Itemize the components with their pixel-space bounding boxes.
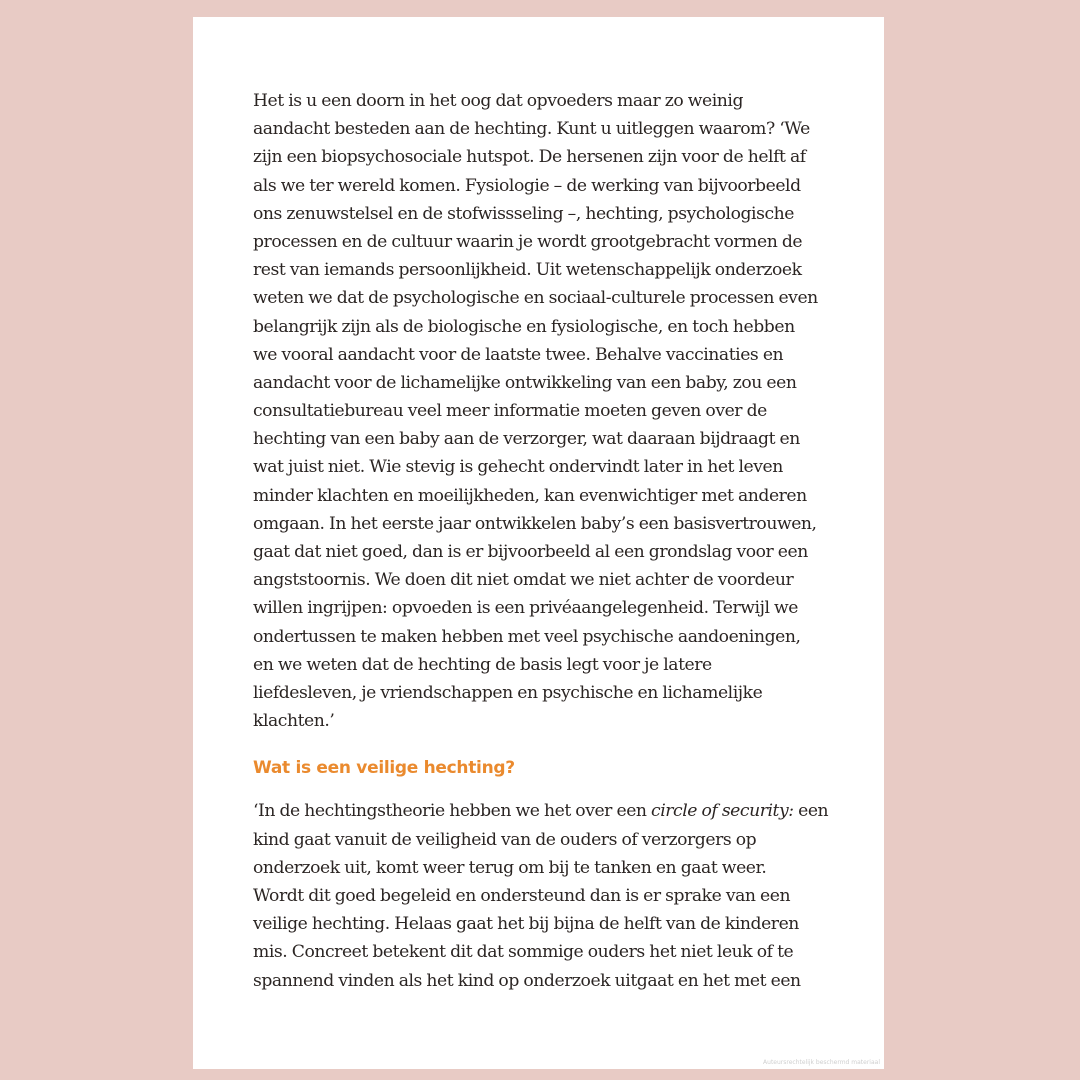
text-line: hechting van een baby aan de verzorger, wat daaraan bijdraagt en <box>253 429 800 450</box>
text-line: rest van iemands persoonlijkheid. Uit wetenschappelijk onderzoek <box>253 260 802 281</box>
text-line: processen en de cultuur waarin je wordt grootgebracht vormen de <box>253 231 803 252</box>
text-line: minder klachten en moeilijkheden, kan evenwichtiger met anderen <box>253 485 807 506</box>
text-line: en we weten dat de hechting de basis legt voor je latere <box>253 654 712 675</box>
text-line: weten we dat de psychologische en sociaal-culturele processen even <box>253 288 818 309</box>
text-line: liefdesleven, je vriendschappen en psychische en lichamelijke <box>253 682 763 703</box>
text-line: aandacht besteden aan de hechting. Kunt u uitleggen waarom? ‘We <box>253 119 810 140</box>
text-line: belangrijk zijn als de biologische en fysiologische, en toch hebben <box>253 316 795 337</box>
paragraph-secure-attachment <box>253 797 833 994</box>
text-line: ondertussen te maken hebben met veel psychische aandoeningen, <box>253 626 801 647</box>
text-line: angststoornis. We doen dit niet omdat we niet achter de voordeur <box>253 570 794 591</box>
text-line: zijn een biopsychosociale hutspot. De hersenen zijn voor de helft af <box>253 147 806 168</box>
text-line: willen ingrijpen: opvoeden is een privéaangelegenheid. Terwijl we <box>253 598 799 619</box>
emphasized-term: circle of security: <box>651 801 794 822</box>
page-content <box>253 87 833 995</box>
text-line: omgaan. In het eerste jaar ontwikkelen baby’s een basisvertrouwen, <box>253 513 817 534</box>
paragraph-interview <box>253 87 833 735</box>
section-heading: Wat is een veilige hechting? <box>253 758 515 779</box>
text-line: ons zenuwstelsel en de stofwissseling –, hechting, psychologische <box>253 203 794 224</box>
text-line: Wordt dit goed begeleid en ondersteund dan is er sprake van een <box>253 885 791 906</box>
book-page <box>193 17 884 1069</box>
text-line: mis. Concreet betekent dit dat sommige ouders het niet leuk of te <box>253 942 794 963</box>
text-line: onderzoek uit, komt weer terug om bij te tanken en gaat weer. <box>253 857 767 878</box>
text-line: kind gaat vanuit de veiligheid van de ouders of verzorgers op <box>253 829 757 850</box>
text-line: aandacht voor de lichamelijke ontwikkeling van een baby, zou een <box>253 372 797 393</box>
text-line: spannend vinden als het kind op onderzoek uitgaat en het met een <box>253 970 801 991</box>
text-line-with-emphasis <box>253 797 833 825</box>
text-segment: een <box>793 801 829 822</box>
text-line: veilige hechting. Helaas gaat het bij bijna de helft van de kinderen <box>253 914 799 935</box>
text-segment: ‘In de hechtingstheorie hebben we het over een <box>253 801 652 822</box>
text-line: Het is u een doorn in het oog dat opvoeders maar zo weinig <box>253 91 744 111</box>
text-line: we vooral aandacht voor de laatste twee. Behalve vaccinaties en <box>253 344 784 365</box>
text-line: wat juist niet. Wie stevig is gehecht ondervindt later in het leven <box>253 457 783 478</box>
text-line: klachten.’ <box>253 711 335 732</box>
text-line: als we ter wereld komen. Fysiologie – de werking van bijvoorbeeld <box>253 175 801 196</box>
copyright-footer: Auteursrechtelijk beschermd materiaal <box>763 1059 880 1066</box>
text-line: consultatiebureau veel meer informatie moeten geven over de <box>253 401 767 422</box>
text-line: gaat dat niet goed, dan is er bijvoorbeeld al een grondslag voor een <box>253 542 808 562</box>
